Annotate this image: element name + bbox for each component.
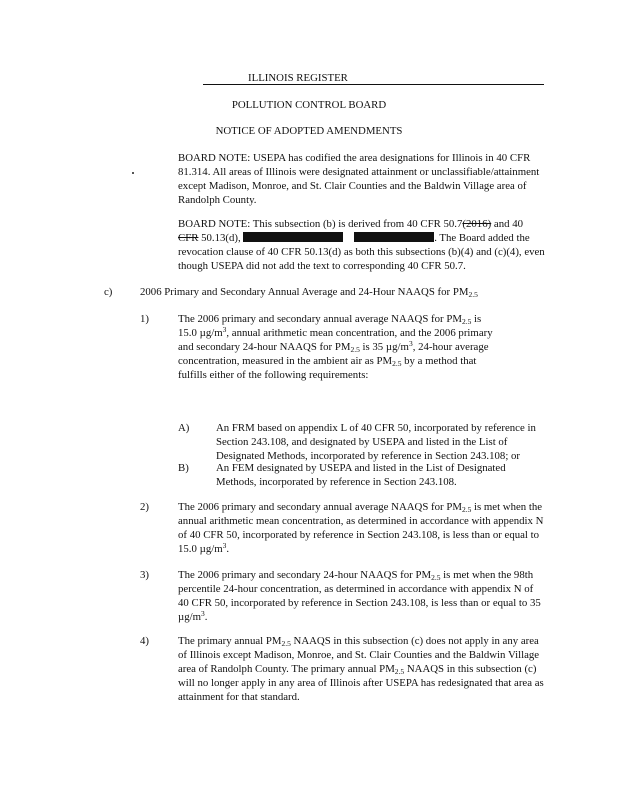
item-1-line3-end: , 24-hour average — [412, 341, 489, 353]
subscript: 2.5 — [468, 290, 478, 299]
subscript: 2.5 — [281, 639, 291, 648]
struck-year: (2016) — [462, 218, 492, 230]
item-4-text-post: NAAQS in this subsection (c) will no longer apply in any area of Illinois after USEPA has redesignated that area as attainment for that standard. — [178, 663, 544, 703]
board-note-1: BOARD NOTE: USEPA has codified the area designations for Illinois in 40 CFR 81.314. All areas of Illinois were designated attainment or unclassifiable/attainment except Madison, Monroe, and St. Clair Counties and the Baldwin Village area of Randolph County. — [178, 152, 540, 206]
subscript: 2.5 — [461, 317, 472, 326]
superscript: 3 — [408, 339, 413, 348]
board-name: POLLUTION CONTROL BOARD — [231, 99, 387, 111]
redaction-bar — [243, 232, 343, 242]
board-note-2-part-a: BOARD NOTE: This subsection (b) is derived from 40 CFR 50.7 — [178, 218, 463, 230]
register-title: ILLINOIS REGISTER — [248, 72, 348, 84]
item-2-text-post: . — [226, 543, 230, 555]
superscript: 3 — [222, 541, 227, 550]
item-2-text-pre: The 2006 primary and secondary annual average NAAQS for PM — [178, 501, 462, 513]
header-rule — [203, 84, 544, 85]
board-note-2 — [178, 217, 546, 273]
item-1-line5: fulfills either of the following requirements: — [178, 369, 369, 381]
item-2-label: 2) — [140, 501, 149, 513]
superscript: 3 — [222, 325, 227, 334]
subscript: 2.5 — [461, 505, 472, 514]
item-3-label: 3) — [140, 569, 149, 581]
item-a-text: An FRM based on appendix L of 40 CFR 50, incorporated by reference in Section 243.108, and designated by USEPA and listed in the List of Designated Methods, incorporated by reference in Section 243.108; or — [216, 422, 536, 462]
item-4-text-mid: NAAQS in this subsection (c) does not apply in any area of Illinois except Madison, Monroe, and St. Clair Counties and the Baldwin Village area of Randolph County. The primary annual PM — [178, 635, 540, 675]
subscript: 2.5 — [392, 359, 402, 368]
item-b-label: B) — [178, 462, 189, 474]
stray-mark — [132, 172, 134, 174]
item-3-text-pre: The 2006 primary and secondary 24-hour NAAQS for PM — [178, 569, 432, 581]
item-1-line3: and secondary 24-hour NAAQS for PM — [178, 341, 351, 353]
item-4-text — [178, 634, 546, 704]
subscript: 2.5 — [394, 667, 405, 676]
board-note-2-part-b: and 40 — [491, 218, 523, 230]
item-1-line2-end: , annual arithmetic mean concentration, and the 2006 primary — [226, 327, 493, 339]
item-a-label: A) — [178, 422, 190, 434]
item-1-line4-end: by a method that — [401, 355, 477, 367]
redaction-bar — [354, 232, 434, 242]
item-1-text — [178, 312, 546, 382]
item-1-line1: The 2006 primary and secondary annual average NAAQS for PM — [178, 313, 462, 325]
item-b-text: An FEM designated by USEPA and listed in the List of Designated Methods, incorporated by reference in Section 243.108. — [216, 462, 506, 488]
subscript: 2.5 — [350, 345, 360, 354]
item-2-text-mid: is met when the annual arithmetic mean concentration, as determined in accordance with appendix N of 40 CFR 50, incorporated by reference in Section 243.108, is less than or equal to 15.0 µg/m — [178, 501, 544, 555]
item-1-line3-mid: is 35 µg/m — [359, 341, 409, 353]
board-note-2-part-d: . The Board added the revocation clause of 40 CFR 50.13(d) as both this subsections (b)(4) and (c)(4), even though USEPA did not add the text to corresponding 40 CFR 50.7. — [178, 232, 545, 272]
section-c-title — [140, 285, 478, 299]
item-3-text — [178, 568, 546, 624]
item-4-text-pre: The primary annual PM — [178, 635, 282, 647]
item-4-label: 4) — [140, 635, 149, 647]
item-1-line1-end: is — [471, 313, 482, 325]
subscript: 2.5 — [431, 573, 441, 582]
section-c-title-text: 2006 Primary and Secondary Annual Average and 24-Hour NAAQS for PM — [140, 286, 469, 298]
item-3-text-mid: is met when the 98th percentile 24-hour concentration, as determined in accordance with appendix N of 40 CFR 50, incorporated by reference in Section 243.108, is less than or equal to 35 µg/m — [178, 569, 541, 623]
item-2-text — [178, 500, 546, 556]
item-1-label: 1) — [140, 313, 149, 325]
struck-cfr: CFR — [178, 232, 199, 244]
item-1-line4: concentration, measured in the ambient air as PM — [178, 355, 393, 367]
section-c-label: c) — [104, 286, 113, 298]
item-1-line2: 15.0 µg/m — [178, 327, 223, 339]
superscript: 3 — [201, 609, 205, 618]
notice-title: NOTICE OF ADOPTED AMENDMENTS — [215, 125, 403, 137]
board-note-2-part-c: 50.13(d), — [198, 232, 244, 244]
item-3-text-post: . — [204, 611, 208, 623]
